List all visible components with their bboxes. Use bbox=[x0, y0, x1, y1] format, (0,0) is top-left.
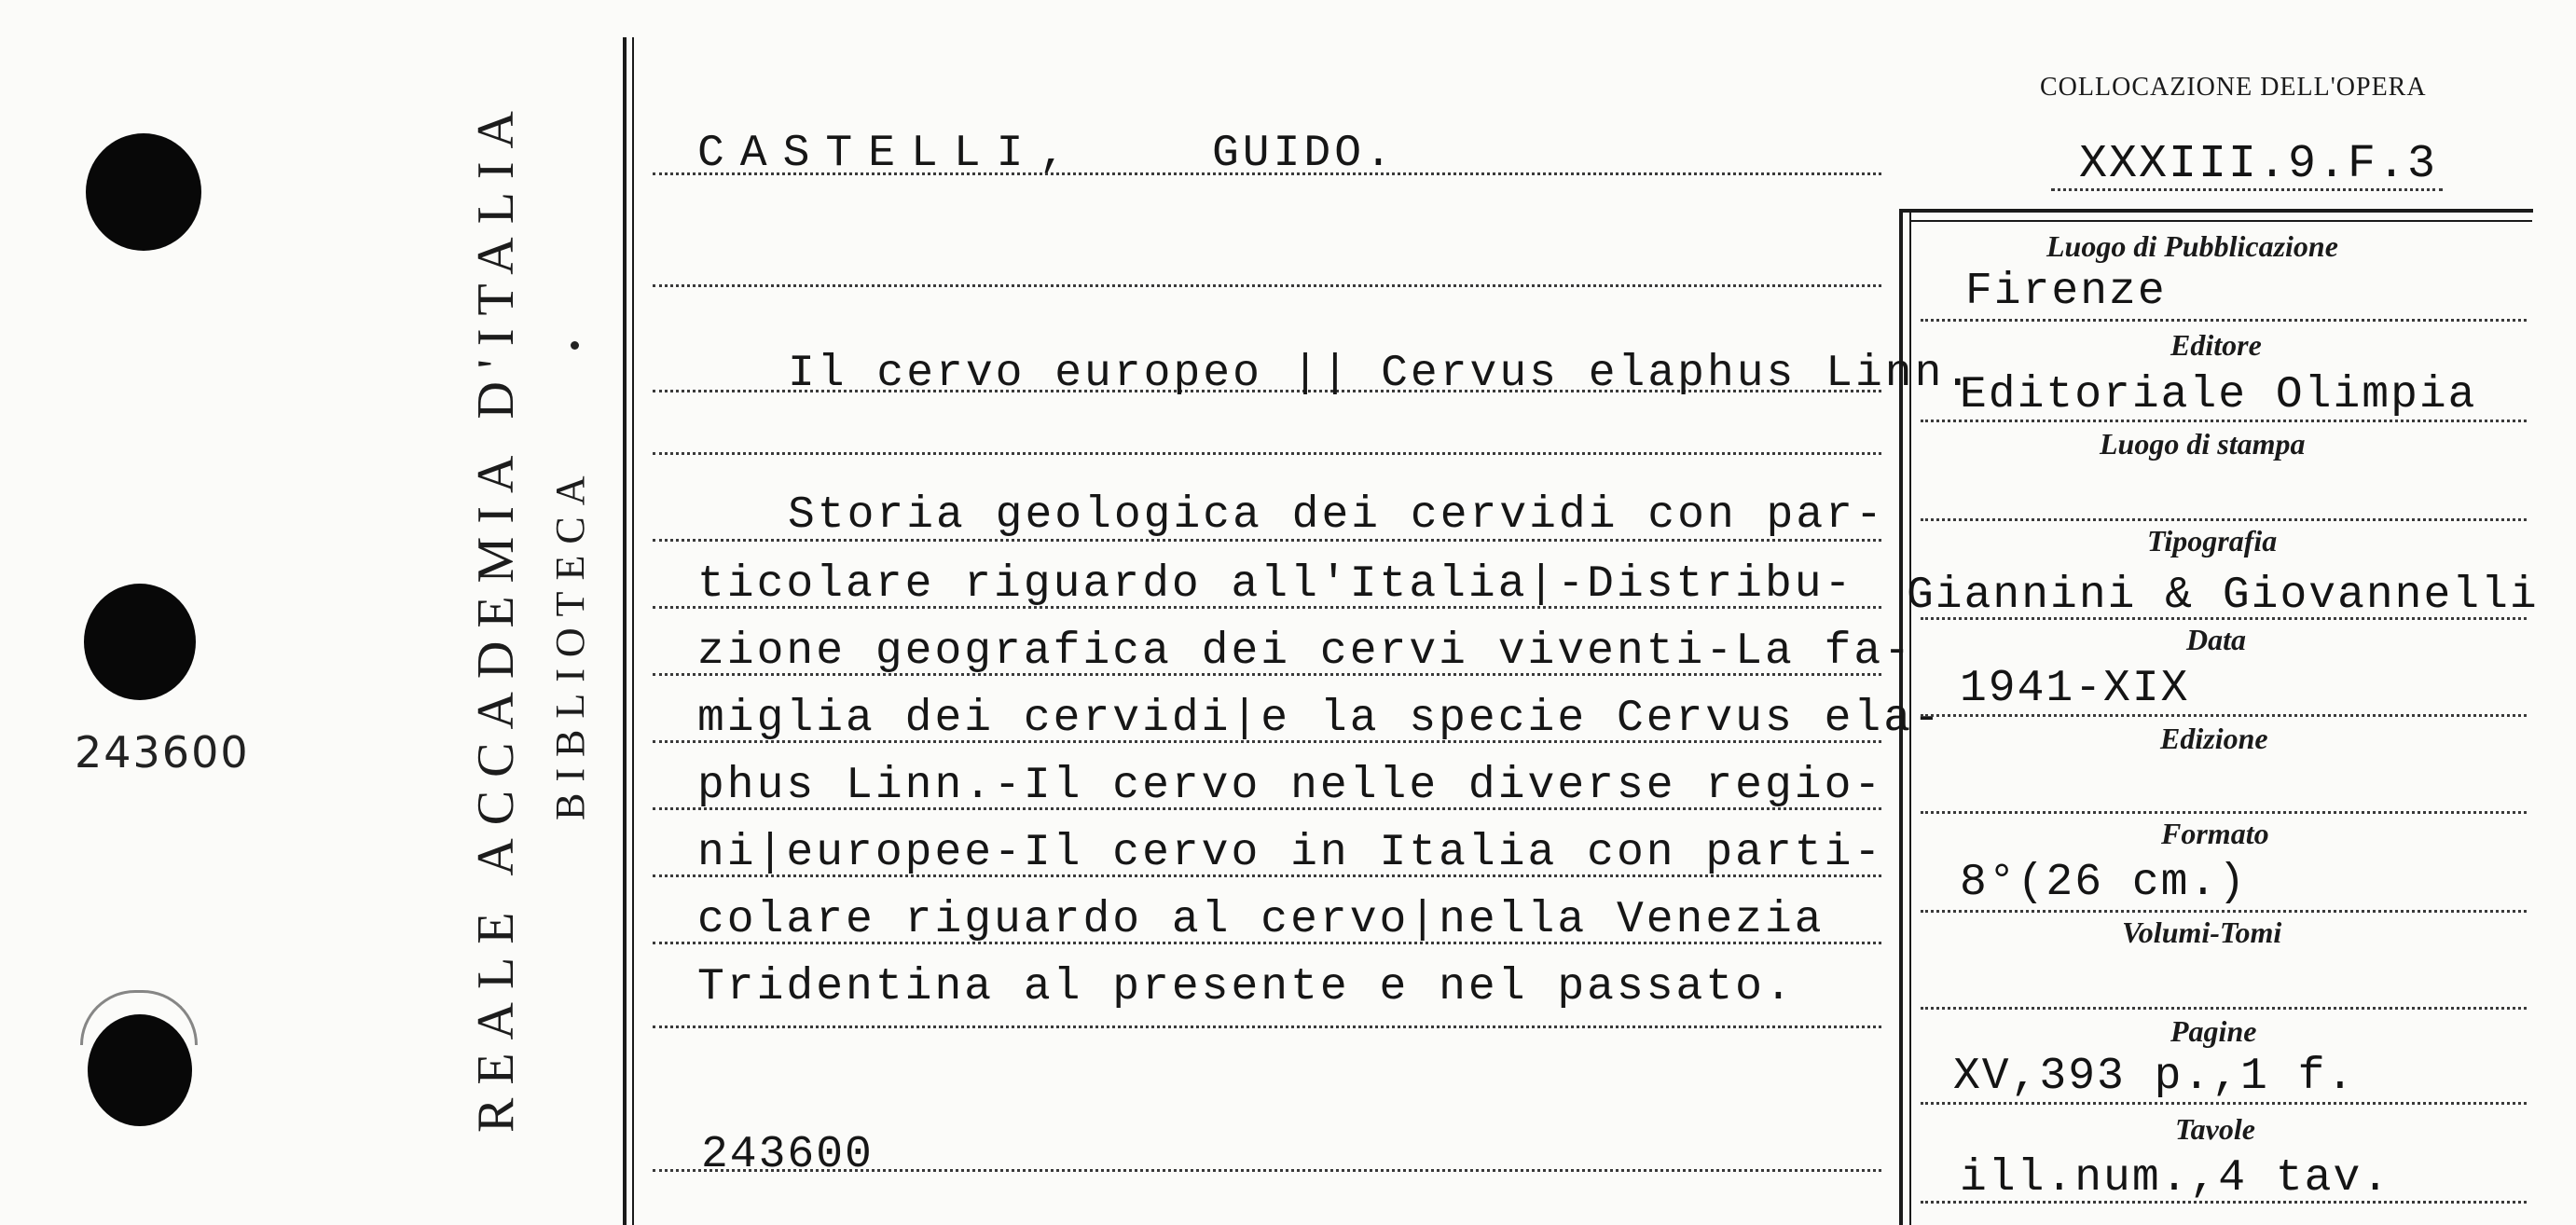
fields-panel-top-border-inner bbox=[1909, 220, 2532, 222]
side-inventory-number: 243600 bbox=[75, 727, 250, 778]
field-rule bbox=[1921, 420, 2527, 422]
left-border-line-inner bbox=[632, 37, 634, 1225]
field-label-editore: Editore bbox=[2170, 328, 2262, 362]
rule-line bbox=[653, 1025, 1881, 1028]
institution-name: REALE ACCADEMIA D'ITALIA bbox=[467, 98, 525, 1133]
field-label-pagine: Pagine bbox=[2170, 1014, 2257, 1048]
library-label: BIBLIOTECA bbox=[547, 464, 593, 820]
field-value-tavole: ill.num.,4 tav. bbox=[1960, 1153, 2391, 1204]
field-rule bbox=[1921, 319, 2527, 322]
field-value-luogo-pubblicazione: Firenze bbox=[1965, 267, 2167, 317]
field-value-formato: 8°(26 cm.) bbox=[1960, 858, 2248, 908]
punch-hole-bottom bbox=[88, 1014, 192, 1126]
field-rule bbox=[1921, 1102, 2527, 1105]
book-title: Il cervo europeo || Cervus elaphus Linn. bbox=[788, 349, 1975, 399]
field-rule bbox=[1921, 811, 2527, 814]
fields-panel-top-border bbox=[1899, 209, 2533, 213]
description-line: zione geografica dei cervi viventi-La fa- bbox=[697, 626, 1913, 677]
rule-line bbox=[653, 172, 1881, 175]
field-label-edizione: Edizione bbox=[2160, 722, 2268, 755]
rule-line bbox=[653, 284, 1881, 287]
left-border-line bbox=[623, 37, 627, 1225]
author-surname: CASTELLI, bbox=[697, 129, 1082, 179]
field-rule bbox=[1921, 617, 2527, 620]
field-value-data: 1941-XIX bbox=[1960, 664, 2190, 714]
description-line: ni|europee-Il cervo in Italia con parti- bbox=[697, 828, 1884, 878]
field-label-tipografia: Tipografia bbox=[2147, 524, 2278, 557]
collocation-label: COLLOCAZIONE DELL'OPERA bbox=[2040, 73, 2427, 102]
description-line: phus Linn.-Il cervo nelle diverse regio- bbox=[697, 761, 1884, 811]
description-line: colare riguardo al cervo|nella Venezia bbox=[697, 895, 1825, 945]
field-rule bbox=[1921, 714, 2527, 717]
field-label-data: Data bbox=[2186, 623, 2246, 656]
field-label-luogo-stampa: Luogo di stampa bbox=[2100, 427, 2306, 461]
field-value-pagine: XV,393 p.,1 f. bbox=[1953, 1052, 2356, 1102]
field-rule bbox=[1921, 910, 2527, 913]
ink-dot bbox=[571, 341, 579, 350]
field-label-volumi-tomi: Volumi-Tomi bbox=[2122, 915, 2282, 949]
field-rule bbox=[1921, 1201, 2527, 1204]
author-first-name: GUIDO. bbox=[1212, 129, 1396, 179]
field-label-tavole: Tavole bbox=[2175, 1112, 2255, 1146]
field-label-formato: Formato bbox=[2161, 817, 2269, 850]
field-rule bbox=[1921, 1007, 2527, 1010]
field-value-tipografia: Giannini & Giovannelli bbox=[1907, 571, 2539, 621]
inventory-number: 243600 bbox=[701, 1130, 874, 1180]
punch-hole-top bbox=[86, 133, 201, 251]
punch-hole-middle bbox=[84, 584, 196, 700]
field-rule bbox=[1921, 518, 2527, 521]
description-line: miglia dei cervidi|e la specie Cervus ela- bbox=[697, 694, 1943, 744]
rule-line bbox=[653, 452, 1881, 455]
description-line: Tridentina al presente e nel passato. bbox=[697, 962, 1795, 1012]
collocation-value: XXXIII.9.F.3 bbox=[2079, 138, 2438, 191]
field-value-editore: Editoriale Olimpia bbox=[1960, 370, 2477, 420]
description-line: Storia geologica dei cervidi con par- bbox=[788, 490, 1885, 541]
field-label-luogo-pubblicazione: Luogo di Pubblicazione bbox=[2046, 229, 2338, 263]
description-line: ticolare riguardo all'Italia|-Distribu- bbox=[697, 559, 1854, 610]
collocation-rule bbox=[2051, 188, 2443, 191]
